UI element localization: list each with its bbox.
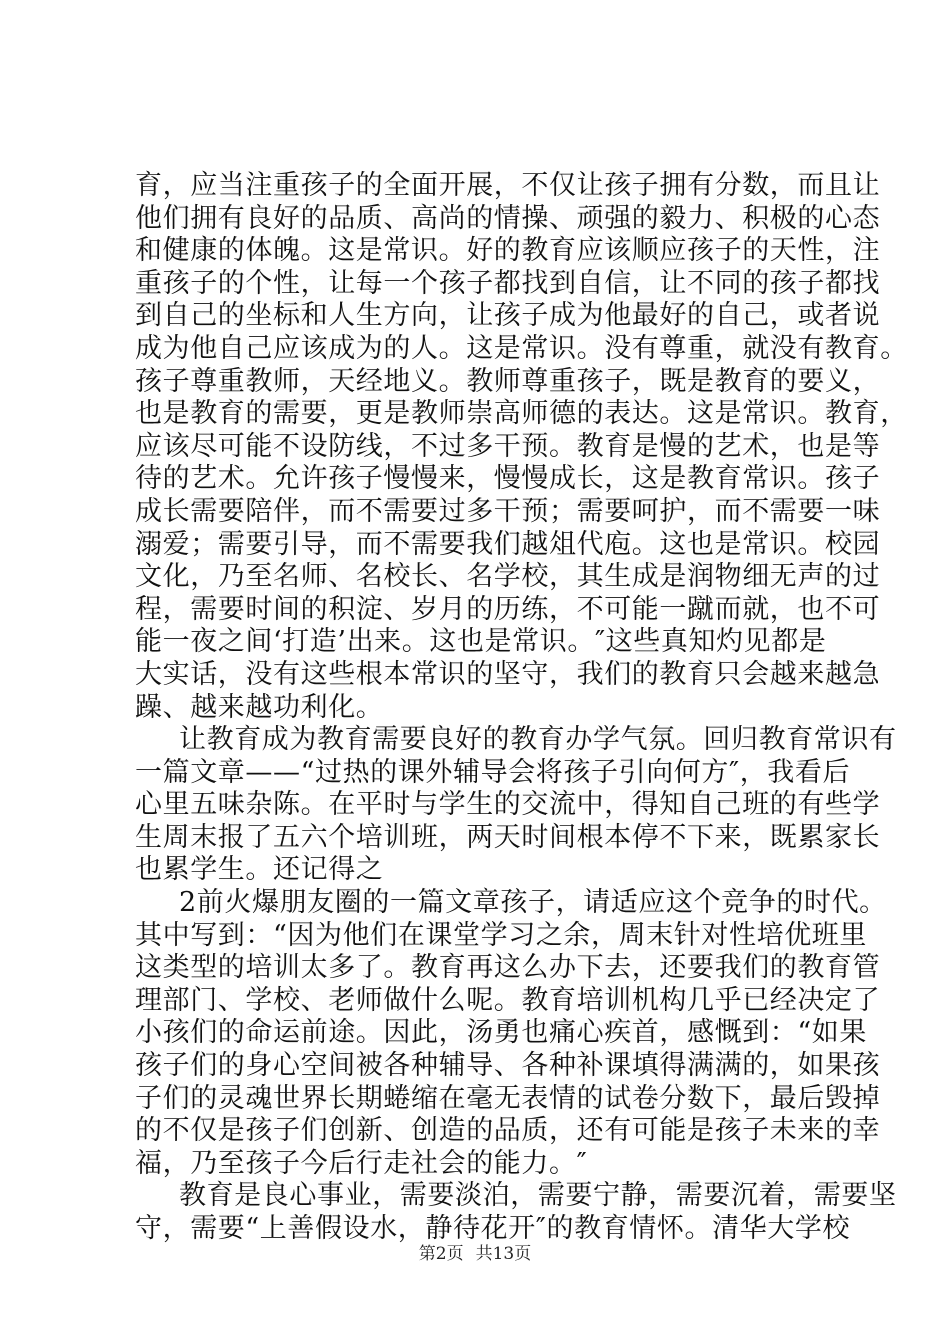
paragraph-2 (135, 724, 897, 887)
text-line: 的不仅是孩子们创新、创造的品质，还有可能是孩子未来的幸 (135, 1115, 881, 1147)
body-text (135, 170, 908, 1246)
text-line-first: 教育是良心事业，需要淡泊，需要宁静，需要沉着，需要坚 (179, 1180, 897, 1212)
page-number: 第2页 (418, 1244, 464, 1264)
paragraph-4 (135, 1180, 897, 1245)
text-line: 孩子尊重教师，天经地义。教师尊重孩子，既是教育的要义， (135, 365, 881, 397)
text-line: 孩子们的身心空间被各种辅导、各种补课填得满满的，如果孩 (135, 1050, 881, 1082)
text-line: 理部门、学校、老师做什么呢。教育培训机构几乎已经决定了 (135, 984, 881, 1016)
text-line: 这类型的培训太多了。教育再这么办下去，还要我们的教育管 (135, 952, 881, 984)
paragraph-3 (135, 887, 887, 1180)
text-line: 到自己的坐标和人生方向，让孩子成为他最好的自己，或者说 (135, 300, 881, 332)
text-line: 福，乃至孩子今后行走社会的能力。″ (135, 1147, 588, 1179)
text-line: 守，需要“上善假设水，静待花开″的教育情怀。清华大学校 (135, 1213, 851, 1244)
text-line: 和健康的体魄。这是常识。好的教育应该顺应孩子的天性，注 (135, 235, 881, 267)
text-line: 躁、越来越功利化。 (135, 691, 384, 723)
text-line: 成长需要陪伴，而不需要过多干预；需要呵护，而不需要一味 (135, 495, 881, 527)
paragraph-1 (135, 170, 908, 724)
text-line: 小孩们的命运前途。因此，汤勇也痛心疾首，感慨到：“如果 (135, 1017, 868, 1049)
text-line: 子们的灵魂世界长期蜷缩在毫无表情的试卷分数下，最后毁掉 (135, 1082, 881, 1114)
text-line: 一篇文章——“过热的课外辅导会将孩子引向何方″，我看后 (135, 756, 851, 788)
text-line: 也是教育的需要，更是教师崇高师德的表达。这是常识。教育， (135, 398, 908, 430)
text-line-first: 2前火爆朋友圈的一篇文章孩子，请适应这个竞争的时代。 (179, 887, 887, 919)
text-line: 生周末报了五六个培训班，两天时间根本停不下来，既累家长 (135, 821, 881, 853)
text-line: 待的艺术。允许孩子慢慢来，慢慢成长，这是教育常识。孩子 (135, 463, 881, 495)
text-line: 他们拥有良好的品质、高尚的情操、顽强的毅力、积极的心态 (135, 202, 881, 234)
page-total: 共13页 (475, 1244, 532, 1264)
text-line: 成为他自己应该成为的人。这是常识。没有尊重，就没有教育。 (135, 332, 908, 364)
text-line: 其中写到：“因为他们在课堂学习之余，周末针对性培优班里 (135, 919, 868, 951)
text-line: 程，需要时间的积淀、岁月的历练，不可能一蹴而就，也不可 (135, 593, 881, 625)
text-line: 大实话，没有这些根本常识的坚守，我们的教育只会越来越急 (135, 658, 881, 690)
text-line: 心里五味杂陈。在平时与学生的交流中，得知自己班的有些学 (135, 789, 881, 821)
text-line: 文化，乃至名师、名校长、名学校，其生成是润物细无声的过 (135, 561, 881, 593)
text-line-first: 让教育成为教育需要良好的教育办学气氛。回归教育常识有 (179, 724, 897, 756)
text-line: 能一夜之间‘打造’出来。这也是常识。″这些真知灼见都是 (135, 626, 827, 658)
text-line: 也累学生。还记得之 (135, 854, 384, 886)
text-line: 应该尽可能不设防线，不过多干预。教育是慢的艺术，也是等 (135, 430, 881, 462)
page-footer (0, 1242, 950, 1266)
text-line: 育，应当注重孩子的全面开展，不仅让孩子拥有分数，而且让 (135, 170, 881, 201)
text-line: 重孩子的个性，让每一个孩子都找到自信，让不同的孩子都找 (135, 267, 881, 299)
text-line: 溺爱；需要引导，而不需要我们越俎代庖。这也是常识。校园 (135, 528, 881, 560)
